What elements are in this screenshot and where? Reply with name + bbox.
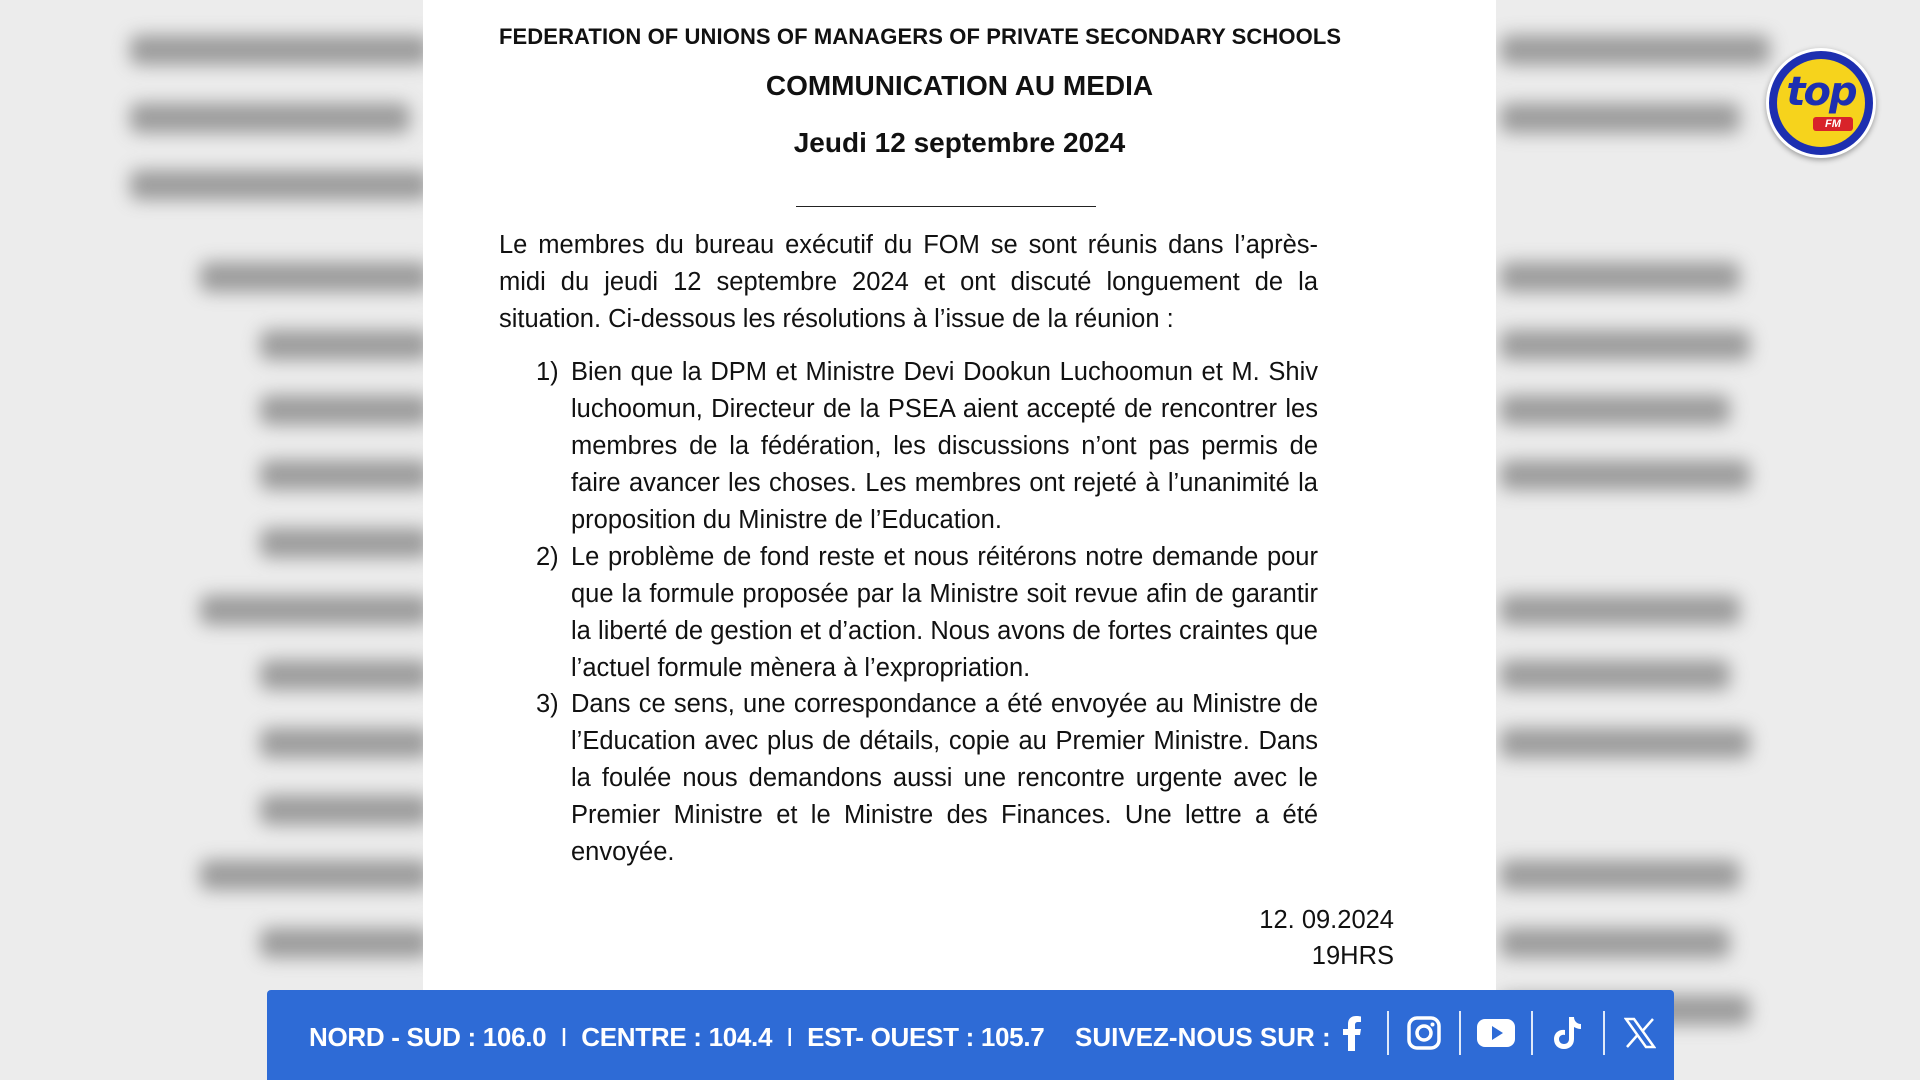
frequency-nord-sud: NORD - SUD : 106.0 [309,1022,547,1052]
social-links [1327,1008,1665,1058]
frequency-centre: CENTRE : 104.4 [581,1022,773,1052]
logo-text: top [1786,69,1856,115]
separator: I [560,1022,568,1052]
divider [1459,1011,1461,1055]
separator: I [786,1022,794,1052]
document-date: Jeudi 12 septembre 2024 [793,127,1126,158]
divider [1387,1011,1389,1055]
divider [1603,1011,1605,1055]
intro-paragraph: Le membres du bureau exécutif du FOM se sont réunis dans l’après-midi du jeudi 12 septembre 2024 et ont discuté longuement de la situation. Ci-dessous les résolutions à l’issue de la réunion : [499,231,1318,333]
facebook-icon[interactable] [1327,1008,1377,1058]
frequency-est-ouest: EST- OUEST : 105.7 [807,1022,1045,1052]
signature-time: 19HRS [1311,942,1394,970]
divider [1531,1011,1533,1055]
instagram-icon[interactable] [1399,1008,1449,1058]
resolution-item [499,539,1318,687]
tiktok-icon[interactable] [1543,1008,1593,1058]
resolution-text: Le problème de fond reste et nous réitérons notre demande pour que la formule proposée par la Ministre soit revue afin de garantir la liberté de gestion et d’action. Nous avons de fortes craintes que l’actuel formule mènera à l’expropriation. [571,543,1318,682]
press-release-document [423,0,1496,990]
resolution-text: Bien que la DPM et Ministre Devi Dookun Luchoomun et M. Shiv luchoomun, Directeur de la PSEA aient accepté de rencontrer les membres de la fédération, les discussions n’ont pas permis de faire avancer les choses. Les membres ont rejeté à l’unanimité la proposition du Ministre de l’Education. [571,358,1318,534]
organization-name: FEDERATION OF UNIONS OF MANAGERS OF PRIVATE SECONDARY SCHOOLS [499,24,1342,49]
resolution-text: Dans ce sens, une correspondance a été envoyée au Ministre de l’Education avec plus de détails, copie au Premier Ministre. Dans la foulée nous demandons aussi une rencontre urgente avec le Premier Ministre et le Ministre des Finances. Une lettre a été envoyée. [571,690,1318,866]
youtube-icon[interactable] [1471,1008,1521,1058]
resolution-number: 1) [536,358,559,386]
logo-fm-badge: FM [1813,117,1853,131]
frequency-banner [267,990,1674,1080]
divider [796,206,1096,207]
resolution-item [499,354,1318,539]
top-fm-logo [1766,48,1876,158]
document-title: COMMUNICATION AU MEDIA [765,70,1154,101]
resolution-number: 2) [536,543,559,571]
signature-date: 12. 09.2024 [1259,906,1394,934]
x-icon[interactable] [1615,1008,1665,1058]
follow-us-label: SUIVEZ-NOUS SUR : [1075,1022,1331,1052]
resolution-number: 3) [536,690,559,718]
resolution-item [499,686,1318,871]
frequency-list [309,1022,1044,1053]
